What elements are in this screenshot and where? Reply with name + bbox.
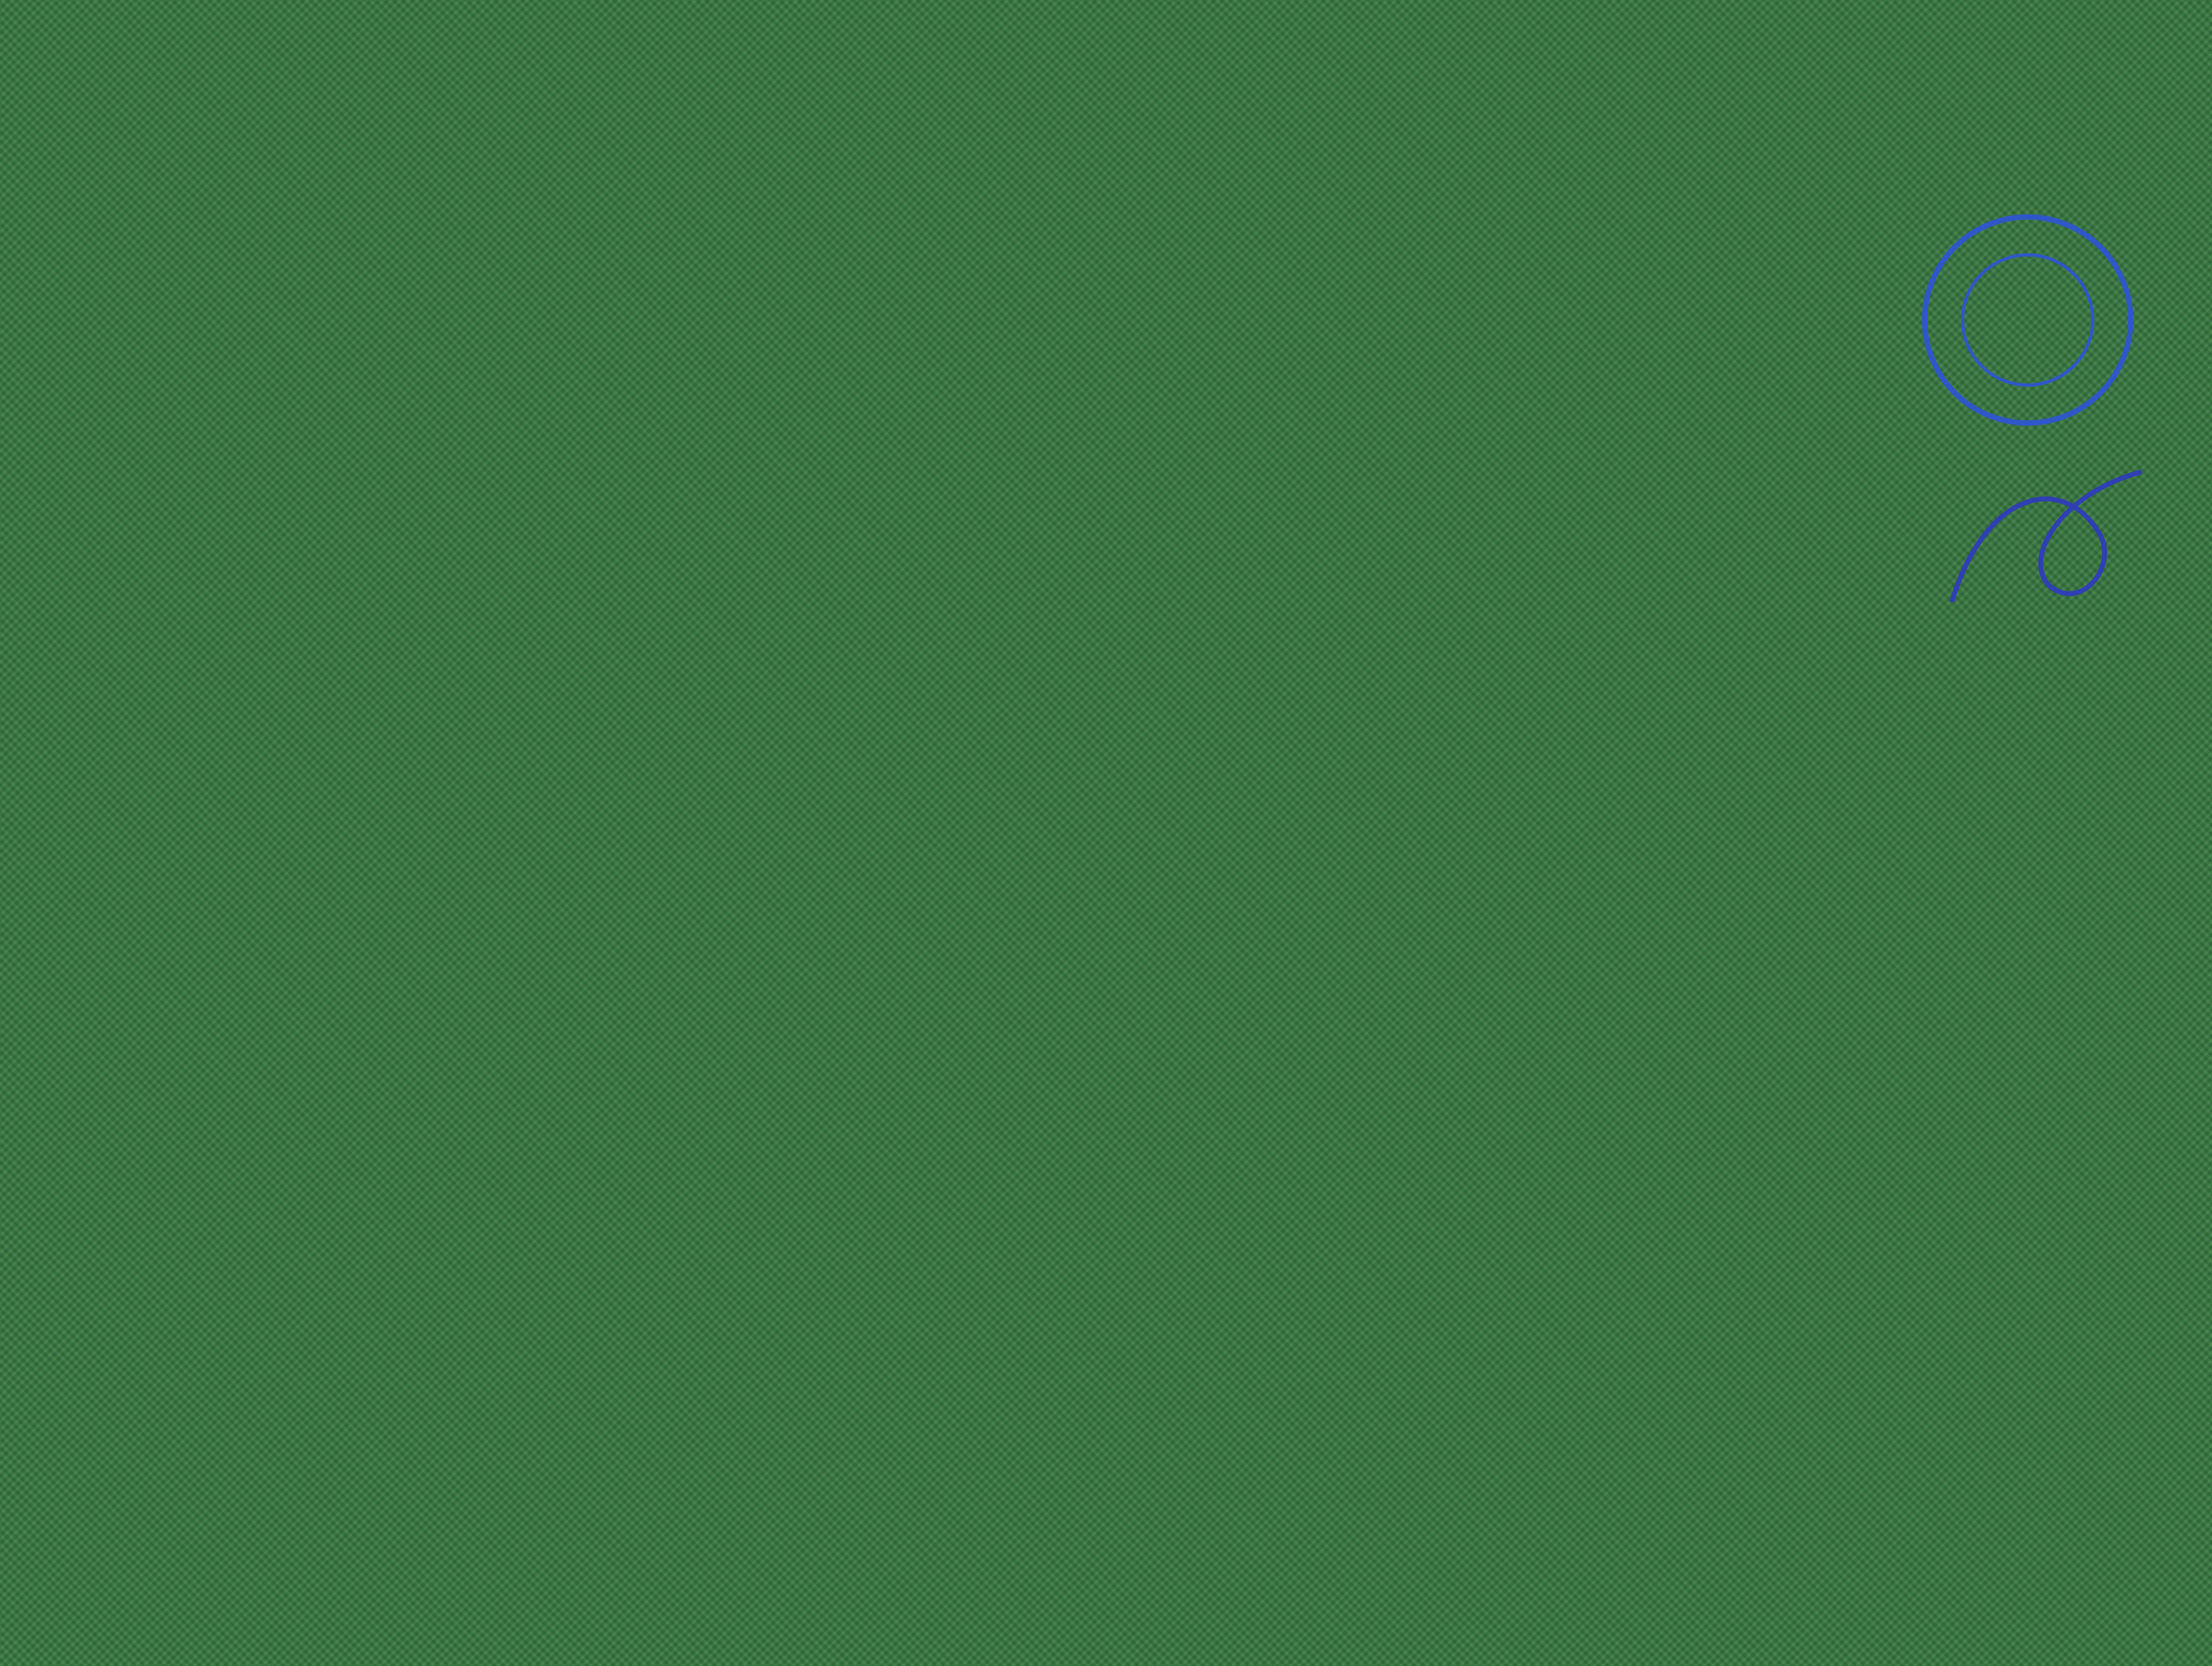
official-stamp-icon [1914,206,2142,434]
handwritten-signature-icon [1935,450,2163,640]
